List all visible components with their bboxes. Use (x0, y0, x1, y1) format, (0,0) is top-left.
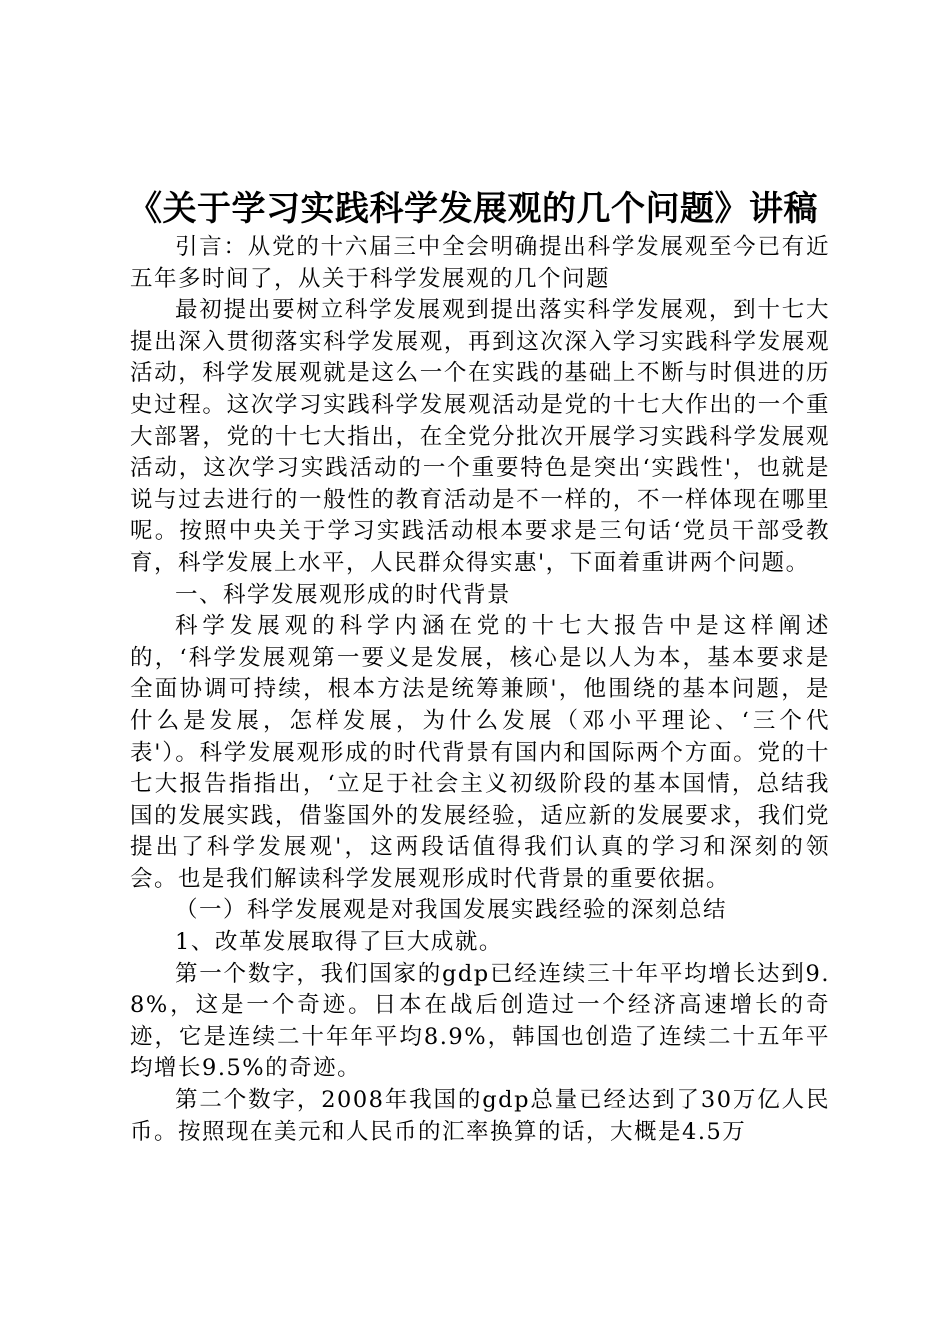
body-paragraph: 科学发展观的科学内涵在党的十七大报告中是这样阐述的，‘科学发展观第一要义是发展，核心是以人为本，基本要求是全面协调可持续，根本方法是统筹兼顾'，他围绕的基本问题，是什么是发展，怎样发展，为什么发展（邓小平理论、‘三个代表'）。科学发展观形成的时代背景有国内和国际两个方面。党的十七大报告指指出，‘立足于社会主义初级阶段的基本国情，总结我国的发展实践，借鉴国外的发展经验，适应新的发展要求，我们党提出了科学发展观'，这两段话值得我们认真的学习和深刻的领会。也是我们解读科学发展观形成时代背景的重要依据。 (130, 613, 830, 892)
body-paragraph: 第一个数字，我们国家的gdp已经连续三十年平均增长达到9.8%，这是一个奇迹。日本在战后创造过一个经济高速增长的奇迹，它是连续二十年年平均8.9%，韩国也创造了连续二十五年平均增长9.5%的奇迹。 (130, 960, 830, 1082)
body-paragraph: 第二个数字，2008年我国的gdp总量已经达到了30万亿人民币。按照现在美元和人民币的汇率换算的话，大概是4.5万 (130, 1087, 830, 1145)
subsection-heading: （一）科学发展观是对我国发展实践经验的深刻总结 (175, 897, 728, 924)
numbered-heading: 1、改革发展取得了巨大成就。 (175, 929, 503, 956)
section-heading: 一、科学发展观形成的时代背景 (175, 581, 512, 608)
body-paragraph: 最初提出要树立科学发展观到提出落实科学发展观，到十七大提出深入贯彻落实科学发展观，再到这次深入学习实践科学发展观活动，科学发展观就是这么一个在实践的基础上不断与时俱进的历史过程。这次学习实践科学发展观活动是党的十七大作出的一个重大部署，党的十七大指出，在全党分批次开展学习实践科学发展观活动，这次学习实践活动的一个重要特色是突出‘实践性'，也就是说与过去进行的一般性的教育活动是不一样的，不一样体现在哪里呢。按照中央关于学习实践活动根本要求是三句话‘党员干部受教育，科学发展上水平，人民群众得实惠'，下面着重讲两个问题。 (130, 297, 830, 576)
document-title: 《关于学习实践科学发展观的几个问题》讲稿 (128, 189, 818, 229)
intro-paragraph: 引言：从党的十六届三中全会明确提出科学发展观至今已有近五年多时间了，从关于科学发展观的几个问题 (130, 234, 830, 292)
document-page (130, 186, 830, 1148)
